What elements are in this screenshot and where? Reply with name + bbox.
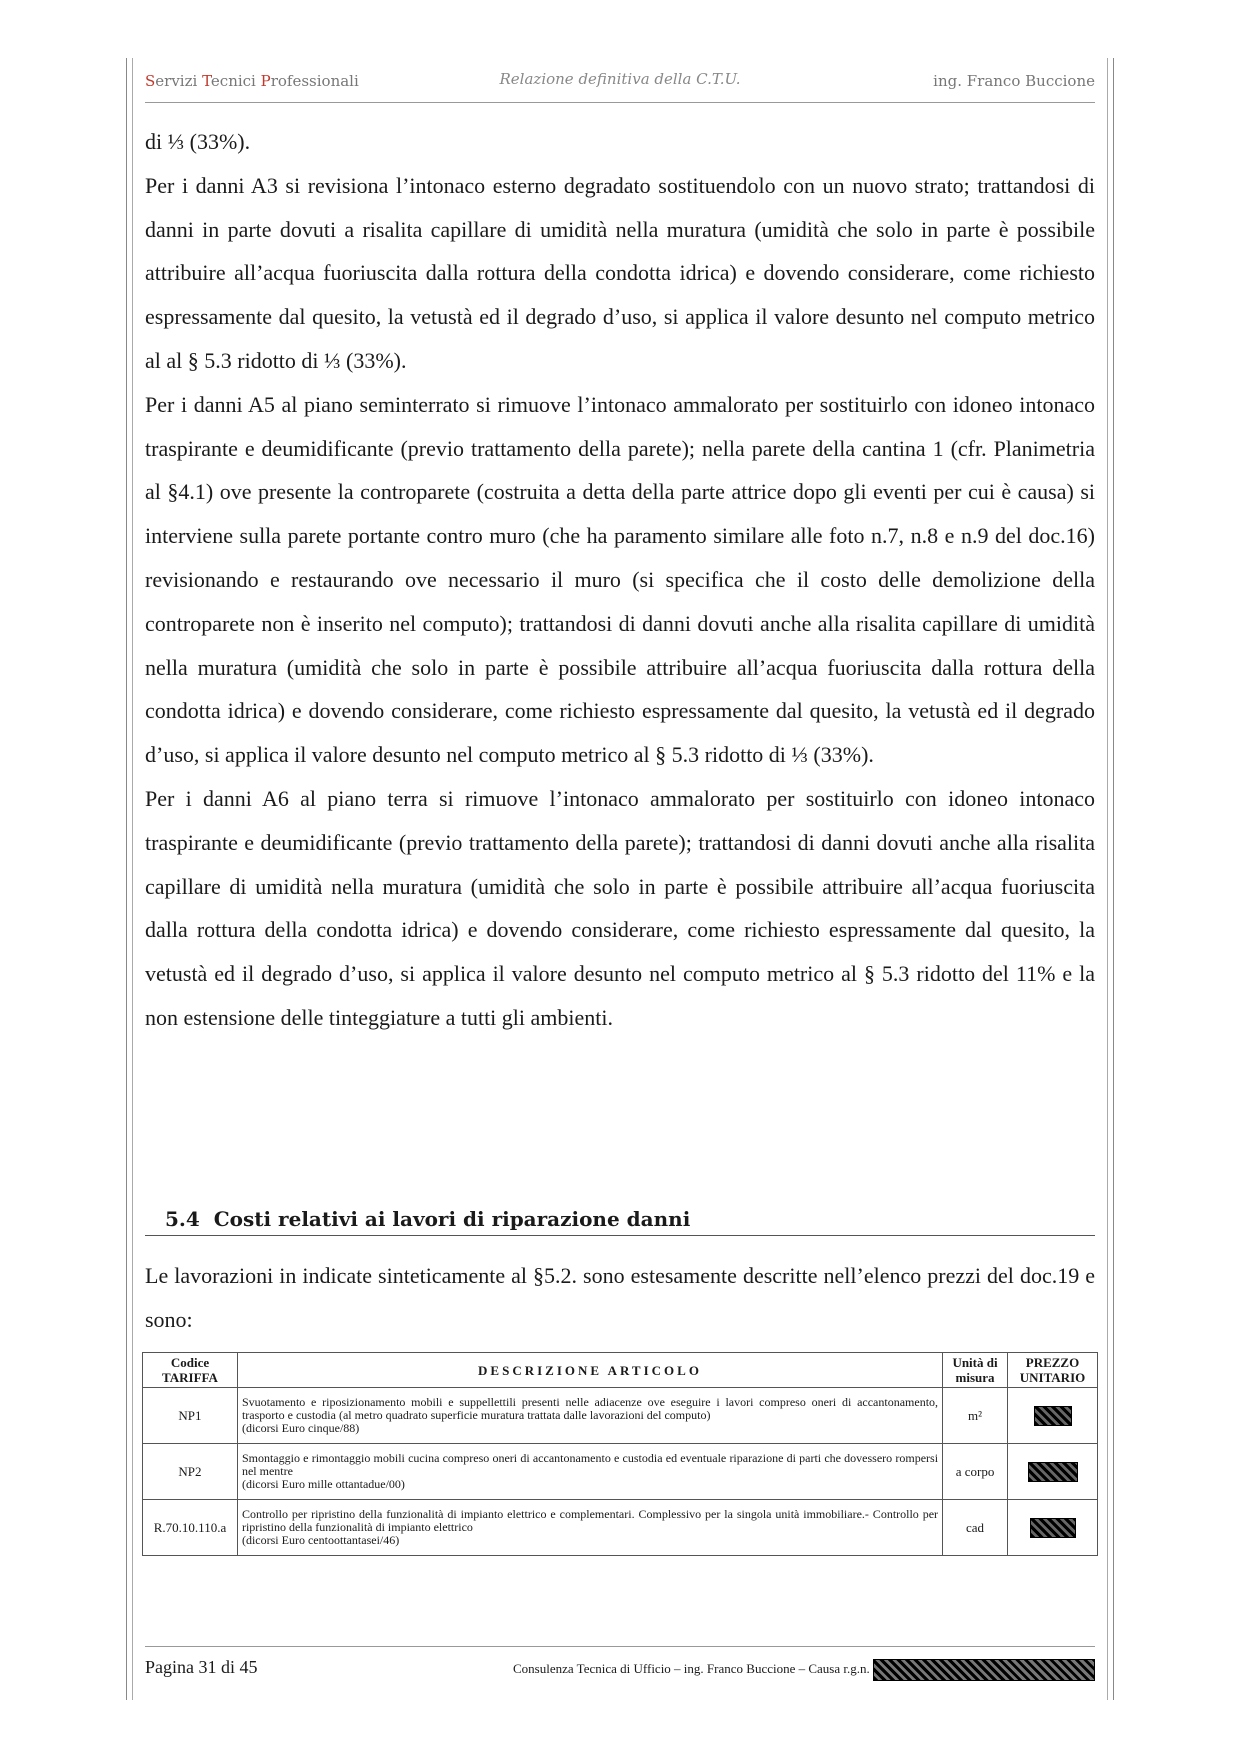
row-unit: cad [943,1500,1008,1556]
row-code: NP1 [143,1388,238,1444]
redacted-price [1028,1462,1078,1482]
row-unit: m² [943,1388,1008,1444]
footer-rule [145,1646,1095,1647]
table-header-row [143,1353,1098,1388]
footer-right: Consulenza Tecnica di Ufficio – ing. Franco Buccione – Causa r.g.n. [513,1659,1095,1681]
row-unit: a corpo [943,1444,1008,1500]
page-number: Pagina 31 di 45 [145,1657,258,1677]
row-description: Controllo per ripristino della funzionalità di impianto elettrico e complementari. Complessivo per la singola unità immobiliare.- Controllo per ripristino della funzionalità di impianto elettrico (dicorsi Euro centoottantasei/46) [237,1500,942,1556]
intro-paragraph: Le lavorazioni in indicate sinteticamente al §5.2. sono estesamente descritte nell’elenco prezzi del doc.19 e sono: [145,1263,1095,1332]
row-description: Smontaggio e rimontaggio mobili cucina compreso oneri di accantonamento e custodia ed eventuale riparazione di parti che dovessero rompersi nel mentre (dicorsi Euro mille ottantadue/00) [237,1444,942,1500]
header-center: Relazione definitiva della C.T.U. [499,70,741,88]
header-code: Codice TARIFFA [143,1353,238,1388]
table-row [143,1444,1098,1500]
row-code: R.70.10.110.a [143,1500,238,1556]
section-heading [165,1207,690,1231]
row-price [1008,1444,1098,1500]
header-rule [145,102,1095,103]
row-price [1008,1500,1098,1556]
row-description: Svuotamento e riposizionamento mobili e suppellettili presenti nelle adiacenze ove eseguire i lavori compreso oneri di accantonamento, trasporto e custodia (al metro quadrato superficie muratura trattata dalle lavorazioni del computo) (dicorsi Euro cinque/88) [237,1388,942,1444]
table-row [143,1500,1098,1556]
intro-text [145,1254,1095,1342]
section-title: Costi relativi ai lavori di riparazione danni [213,1207,691,1231]
redacted-price [1030,1518,1076,1538]
paragraph: Per i danni A6 al piano terra si rimuove l’intonaco ammalorato per sostituirlo con idoneo intonaco traspirante e deumidificante (previo trattamento della parete); trattandosi di danni dovuti anche alla risalita capillare di umidità nella muratura (umidità che solo in parte è possibile attribuire all’acqua fuoriuscita dalla rottura della condotta idrica) e dovendo considerare, come richiesto espressamente dal quesito, la vetustà ed il degrado d’uso, si applica il valore desunto nel computo metrico al § 5.3 ridotto del 11% e la non estensione delle tinteggiature a tutti gli ambienti. [145,785,1095,1030]
row-code: NP2 [143,1444,238,1500]
paragraph: Per i danni A5 al piano seminterrato si rimuove l’intonaco ammalorato per sostituirlo con idoneo intonaco traspirante e deumidificante (previo trattamento della parete); nella parete della cantina 1 (cfr. Planimetria al §4.1) ove presente la controparete (costruita a detta della parte attrice dopo gli eventi per cui è causa) si interviene sulla parete portante contro muro (che ha paramento similare alle foto n.7, n.8 e n.9 del doc.16) revisionando e restaurando ove necessario il muro (si specifica che il costo delle demolizione della controparete non è inserito nel computo); trattandosi di danni dovuti anche alla risalita capillare di umidità nella muratura (umidità che solo in parte è possibile attribuire all’acqua fuoriuscita dalla rottura della condotta idrica) e dovendo considerare, come richiesto espressamente dal quesito, la vetustà ed il degrado d’uso, si applica il valore desunto nel computo metrico al § 5.3 ridotto di ⅓ (33%). [145,391,1095,768]
header-unit: Unità di misura [943,1353,1008,1388]
paragraph: Per i danni A3 si revisiona l’intonaco esterno degradato sostituendolo con un nuovo strato; trattandosi di danni in parte dovuti a risalita capillare di umidità nella muratura (umidità che solo in parte è possibile attribuire all’acqua fuoriuscita dalla rottura della condotta idrica) e dovendo considerare, come richiesto espressamente dal quesito, la vetustà ed il degrado d’uso, si applica il valore desunto nel computo metrico al al § 5.3 ridotto di ⅓ (33%). [145,172,1095,373]
header-description: DESCRIZIONE ARTICOLO [237,1353,942,1388]
paragraph: di ⅓ (33%). [145,129,251,154]
price-table [142,1352,1098,1556]
header-right: ing. Franco Buccione [933,72,1095,90]
header-price: PREZZO UNITARIO [1008,1353,1098,1388]
redacted-case-number [873,1659,1095,1681]
body-text [145,120,1095,1040]
table-row [143,1388,1098,1444]
row-price [1008,1388,1098,1444]
redacted-price [1034,1406,1072,1426]
section-number: 5.4 [165,1207,200,1231]
header-left: Servizi Tecnici Professionali [145,72,359,90]
section-rule [145,1235,1095,1236]
page-footer [145,1655,1095,1685]
page-header [145,68,1095,100]
